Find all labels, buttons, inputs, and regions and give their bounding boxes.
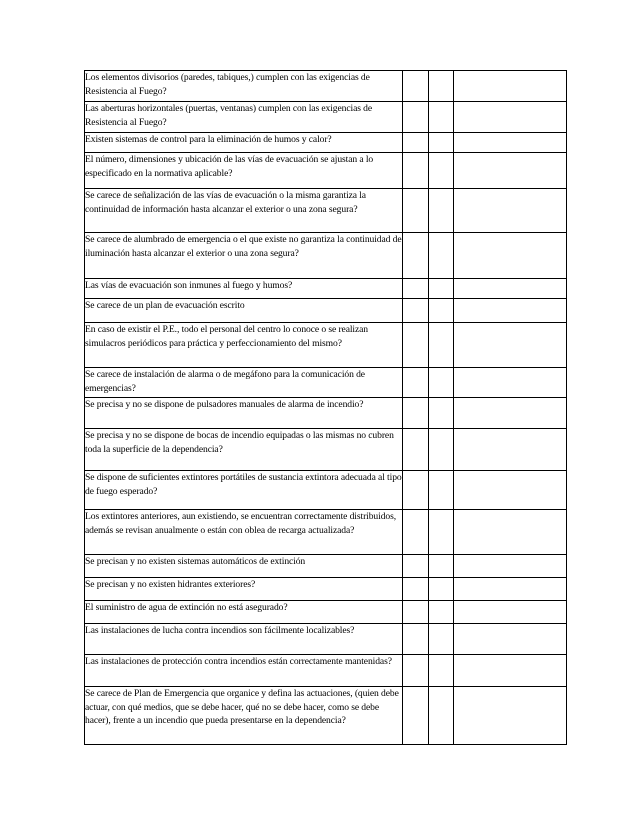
answer-cell-1[interactable] <box>403 233 428 279</box>
answer-cell-2[interactable] <box>428 471 453 510</box>
question-cell: Se carece de instalación de alarma o de megáfono para la comunicación de emergencias? <box>85 368 403 398</box>
question-cell: Se carece de Plan de Emergencia que organice y defina las actuaciones, (quien debe actuar, con qué medios, que se debe hacer, qué no se debe hacer, como se debe hacer), frente a un incendio que pueda presentarse en la dependencia? <box>85 687 403 745</box>
table-row <box>85 299 567 323</box>
answer-cell-2[interactable] <box>428 299 453 323</box>
table-row <box>85 398 567 429</box>
table-row <box>85 555 567 578</box>
question-cell: Se carece de un plan de evacuación escrito <box>85 299 403 323</box>
table-row <box>85 687 567 745</box>
answer-cell-2[interactable] <box>428 624 453 655</box>
answer-cell-1[interactable] <box>403 601 428 624</box>
observations-cell[interactable] <box>453 510 566 555</box>
answer-cell-1[interactable] <box>403 578 428 601</box>
question-cell: Se carece de señalización de las vías de evacuación o la misma garantiza la continuidad de información hasta alcanzar el exterior o una zona segura? <box>85 189 403 233</box>
question-cell: Los elementos divisorios (paredes, tabiques,) cumplen con las exigencias de Resistencia al Fuego? <box>85 71 403 102</box>
answer-cell-1[interactable] <box>403 368 428 398</box>
observations-cell[interactable] <box>453 189 566 233</box>
question-cell: Se precisa y no se dispone de bocas de incendio equipadas o las mismas no cubren toda la superficie de la dependencia? <box>85 429 403 471</box>
table-row <box>85 279 567 299</box>
observations-cell[interactable] <box>453 471 566 510</box>
observations-cell[interactable] <box>453 102 566 133</box>
answer-cell-1[interactable] <box>403 299 428 323</box>
answer-cell-1[interactable] <box>403 279 428 299</box>
question-cell: El suministro de agua de extinción no está asegurado? <box>85 601 403 624</box>
answer-cell-2[interactable] <box>428 323 453 368</box>
fire-safety-checklist-table <box>84 70 567 745</box>
observations-cell[interactable] <box>453 299 566 323</box>
table-row <box>85 429 567 471</box>
table-row <box>85 578 567 601</box>
answer-cell-2[interactable] <box>428 133 453 153</box>
answer-cell-2[interactable] <box>428 153 453 189</box>
observations-cell[interactable] <box>453 578 566 601</box>
table-row <box>85 71 567 102</box>
question-cell: Se precisan y no existen hidrantes exteriores? <box>85 578 403 601</box>
question-cell: Las aberturas horizontales (puertas, ventanas) cumplen con las exigencias de Resistencia al Fuego? <box>85 102 403 133</box>
answer-cell-2[interactable] <box>428 655 453 687</box>
observations-cell[interactable] <box>453 233 566 279</box>
observations-cell[interactable] <box>453 398 566 429</box>
answer-cell-2[interactable] <box>428 687 453 745</box>
table-row <box>85 510 567 555</box>
answer-cell-2[interactable] <box>428 233 453 279</box>
observations-cell[interactable] <box>453 279 566 299</box>
answer-cell-1[interactable] <box>403 555 428 578</box>
answer-cell-2[interactable] <box>428 279 453 299</box>
observations-cell[interactable] <box>453 655 566 687</box>
observations-cell[interactable] <box>453 133 566 153</box>
answer-cell-1[interactable] <box>403 687 428 745</box>
answer-cell-2[interactable] <box>428 601 453 624</box>
answer-cell-1[interactable] <box>403 189 428 233</box>
observations-cell[interactable] <box>453 368 566 398</box>
answer-cell-2[interactable] <box>428 429 453 471</box>
observations-cell[interactable] <box>453 71 566 102</box>
answer-cell-1[interactable] <box>403 624 428 655</box>
table-row <box>85 655 567 687</box>
observations-cell[interactable] <box>453 601 566 624</box>
observations-cell[interactable] <box>453 687 566 745</box>
table-row <box>85 153 567 189</box>
table-row <box>85 133 567 153</box>
answer-cell-2[interactable] <box>428 398 453 429</box>
answer-cell-2[interactable] <box>428 578 453 601</box>
question-cell: En caso de existir el P.E., todo el personal del centro lo conoce o se realizan simulacros periódicos para práctica y perfeccionamiento del mismo? <box>85 323 403 368</box>
table-row <box>85 102 567 133</box>
question-cell: Se precisa y no se dispone de pulsadores manuales de alarma de incendio? <box>85 398 403 429</box>
answer-cell-1[interactable] <box>403 323 428 368</box>
answer-cell-1[interactable] <box>403 71 428 102</box>
table-row <box>85 189 567 233</box>
observations-cell[interactable] <box>453 624 566 655</box>
table-row <box>85 624 567 655</box>
question-cell: Las instalaciones de lucha contra incendios son fácilmente localizables? <box>85 624 403 655</box>
answer-cell-1[interactable] <box>403 429 428 471</box>
question-cell: Los extintores anteriores, aun existiendo, se encuentran correctamente distribuidos, además se revisan anualmente o están con oblea de recarga actualizada? <box>85 510 403 555</box>
table-row <box>85 233 567 279</box>
answer-cell-1[interactable] <box>403 510 428 555</box>
answer-cell-1[interactable] <box>403 153 428 189</box>
observations-cell[interactable] <box>453 555 566 578</box>
answer-cell-2[interactable] <box>428 102 453 133</box>
answer-cell-2[interactable] <box>428 555 453 578</box>
answer-cell-1[interactable] <box>403 102 428 133</box>
question-cell: Se dispone de suficientes extintores portátiles de sustancia extintora adecuada al tipo de fuego esperado? <box>85 471 403 510</box>
table-row <box>85 323 567 368</box>
table-row <box>85 601 567 624</box>
question-cell: Se carece de alumbrado de emergencia o el que existe no garantiza la continuidad de iluminación hasta alcanzar el exterior o una zona segura? <box>85 233 403 279</box>
answer-cell-1[interactable] <box>403 655 428 687</box>
answer-cell-2[interactable] <box>428 71 453 102</box>
answer-cell-1[interactable] <box>403 471 428 510</box>
observations-cell[interactable] <box>453 153 566 189</box>
observations-cell[interactable] <box>453 323 566 368</box>
answer-cell-2[interactable] <box>428 368 453 398</box>
answer-cell-1[interactable] <box>403 133 428 153</box>
question-cell: Existen sistemas de control para la eliminación de humos y calor? <box>85 133 403 153</box>
observations-cell[interactable] <box>453 429 566 471</box>
table-row <box>85 368 567 398</box>
question-cell: Las vías de evacuación son inmunes al fuego y humos? <box>85 279 403 299</box>
table-row <box>85 471 567 510</box>
question-cell: El número, dimensiones y ubicación de las vías de evacuación se ajustan a lo especificado en la normativa aplicable? <box>85 153 403 189</box>
answer-cell-2[interactable] <box>428 510 453 555</box>
question-cell: Se precisan y no existen sistemas automáticos de extinción <box>85 555 403 578</box>
answer-cell-2[interactable] <box>428 189 453 233</box>
answer-cell-1[interactable] <box>403 398 428 429</box>
question-cell: Las instalaciones de protección contra incendios están correctamente mantenidas? <box>85 655 403 687</box>
